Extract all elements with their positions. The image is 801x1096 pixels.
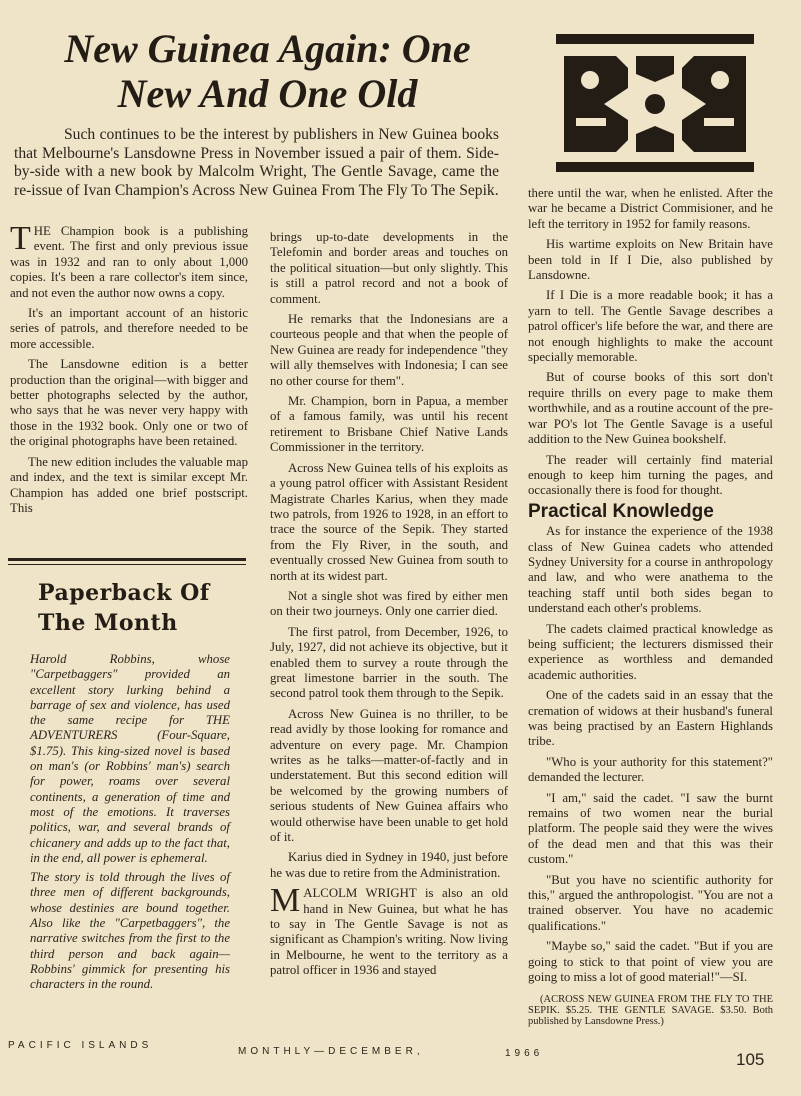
page-number: 105 — [736, 1050, 765, 1069]
paragraph: But of course books of this sort don't require thrills on every page to make them worthwhile, and as a routine account of the pre-war PO's lot The Gentle Savage is a useful addition to the New Guinea bookshelf. — [528, 370, 773, 447]
paragraph: "Who is your authority for this statement?" demanded the lecturer. — [528, 754, 773, 785]
footer-year: 1966 — [505, 1048, 544, 1059]
paragraph: Karius died in Sydney in 1940, just before he was due to retire from the Administration. — [270, 850, 508, 880]
mask-emblem-icon — [556, 34, 754, 172]
drop-cap: M — [270, 882, 301, 920]
paragraph: "Maybe so," said the cadet. "But if you are going to stick to that point of view you are going to miss a lot of good material!"—SI. — [528, 939, 773, 985]
paragraph: THE Champion book is a publishing event. The first and only previous issue was in 1932 and ran to only about 1,000 copies. It's been a rare collector's item since, and not even the author now owns a copy. — [10, 220, 248, 300]
article-headline — [0, 26, 535, 116]
paragraph: He remarks that the Indonesians are a courteous people and that when the people of New Guinea are ready for independence "they will ally themselves with Indonesia; I can see no other course for them". — [270, 312, 508, 388]
paragraph: Mr. Champion, born in Papua, a member of a famous family, was until his recent retirement to Brisbane Chief Native Lands Commissioner in the territory. — [270, 394, 508, 455]
sidebar-top-rule — [8, 558, 246, 561]
article-deck: Such continues to be the interest by publishers in New Guinea books that Melbourne's Lansdowne Press in November issued a pair of them. Side-by-side with a new book by Malcolm Wright, The Gentle Savage, came the re-issue of Ivan Champion's Across New Guinea From The Fly To The Sepik. — [14, 126, 499, 199]
paragraph: The first patrol, from December, 1926, to July, 1927, did not achieve its objective, but it enabled them to survey a route through the great limestone barrier in the south. The second patrol took them through to the Sepik. — [270, 624, 508, 701]
paragraph: The cadets claimed practical knowledge as being sufficient; the lecturers dismissed their experience as worthless and demanded academic authorities. — [528, 621, 773, 682]
footer-magazine: PACIFIC ISLANDS — [8, 1040, 153, 1051]
paragraph: Harold Robbins, whose "Carpetbaggers" provided an excellent story lurking behind a barrage of sex and violence, has used the same recipe for THE ADVENTURERS (Four-Square, $1.75). This king-sized novel is based on man's (or Robbins' man's) search for power, roams over several continents, a generation of time and most of the emotions. It traverses politics, war, and several brands of chicanery and adds up to the fact that, in the end, all power is ephemeral. — [30, 652, 230, 865]
paragraph: If I Die is a more readable book; it has a yarn to tell. The Gentle Savage describes a patrol officer's life before the war, and there are not enough highlights to make the account specially memorable. — [528, 288, 773, 365]
paragraph: MALCOLM WRIGHT is also an old hand in New Guinea, but what he has to say in The Gentle Savage is not as significant as Champion's writing. Now living in Melbourne, he went to the territory as a patrol officer in 1936 and stayed — [270, 882, 508, 978]
book-credit: (ACROSS NEW GUINEA FROM THE FLY TO THE SEPIK. $5.25. THE GENTLE SAVAGE. $3.50. Both published by Lansdowne Press.) — [528, 993, 773, 1027]
paragraph: "But you have no scientific authority for this," argued the anthropologist. "You are not a trained observer. You have no academic qualifications." — [528, 872, 773, 933]
article-column-3 — [528, 186, 773, 1032]
paragraph: His wartime exploits on New Britain have been told in If I Die, also published by Lansdowne. — [528, 237, 773, 283]
footer-issue: MONTHLY—DECEMBER, — [238, 1046, 424, 1057]
paragraph: The Lansdowne edition is a better production than the original—with bigger and better photographs selected by the author, who says that he was never very happy with those in the 1932 book. Only one or two of the original photographs have been retained. — [10, 357, 248, 449]
sidebar-top-rule-thin — [8, 564, 246, 565]
paragraph: One of the cadets said in an essay that the cremation of widows at their husband's funeral was being practised by an Eastern Highlands tribe. — [528, 688, 773, 749]
drop-cap: T — [10, 220, 31, 257]
paragraph: there until the war, when he enlisted. After the war he became a District Commisioner, and he left the territory in 1952 for family reasons. — [528, 186, 773, 231]
sidebar-title: Paperback Of The Month — [38, 580, 210, 636]
paragraph: It's an important account of an historic series of patrols, and therefore needed to be more accessible. — [10, 306, 248, 351]
paragraph: Not a single shot was fired by either men on their two journeys. Only one carrier died. — [270, 588, 508, 619]
paragraph: The reader will certainly find material enough to keep him turning the pages, and occasionally there is food for thought. — [528, 452, 773, 498]
sidebar-body — [30, 652, 230, 997]
paragraph: As for instance the experience of the 1938 class of New Guinea cadets who attended Sydney University for a course in anthropology and law, and who were anathema to the teaching staff until both sides began to understand each other's problems. — [528, 524, 773, 616]
article-column-2 — [270, 230, 508, 984]
paragraph: "I am," said the cadet. "I saw the burnt remains of two women near the burial platform. The people said they were the wives of the dead men and that this was their custom." — [528, 790, 773, 867]
section-subhead: Practical Knowledge — [528, 500, 714, 522]
article-column-1 — [10, 220, 248, 521]
paragraph: The new edition includes the valuable map and index, and the text is similar except Mr. Champion has added one brief postscript. This — [10, 454, 248, 515]
paragraph: Across New Guinea is no thriller, to be read avidly by those looking for romance and adventure on every page. Mr. Champion writes as he talks—matter-of-factly and in understatement. But this second edition will be welcomed by the growing numbers of serious students of New Guinea affairs who would otherwise have been unable to get hold of it. — [270, 706, 508, 845]
headline-line-2: New And One Old — [117, 71, 418, 116]
paragraph: The story is told through the lives of three men of different backgrounds, whose destinies are bound together. Also like the "Carpetbaggers", the narrative switches from the first to the third person and back again—Robbins' gimmick for presenting his characters in the round. — [30, 870, 230, 992]
headline-line-1: New Guinea Again: One — [64, 26, 471, 71]
paragraph: Across New Guinea tells of his exploits as a young patrol officer with Assistant Resident Magistrate Charles Karius, when they made two patrols, from 1926 to 1928, in an effort to trace the source of the Sepik. They started from the Fly River, in the south, and eventually crossed New Guinea from south to north at its widest part. — [270, 460, 508, 583]
paragraph: brings up-to-date developments in the Telefomin and border areas and touches on the political situation—but only slightly. This is still a patrol record and not a book of comment. — [270, 230, 508, 306]
